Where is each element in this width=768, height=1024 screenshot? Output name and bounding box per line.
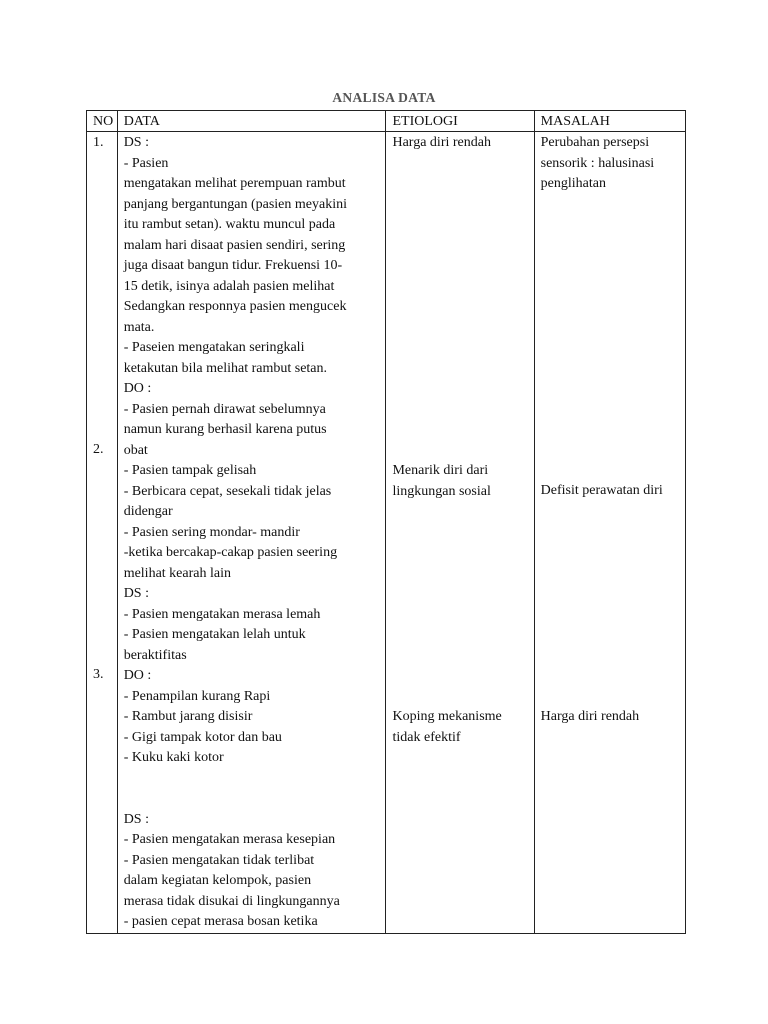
data-line: -ketika bercakap-cakap pasien seering <box>123 545 338 560</box>
data-line: - Pasien pernah dirawat sebelumnya <box>123 401 326 417</box>
data-line: - Pasien mengatakan merasa lemah <box>123 606 321 622</box>
data-line: - Berbicara cepat, sesekali tidak jelas <box>123 483 332 499</box>
etiologi-block-3 <box>392 707 501 748</box>
masalah-block-2 <box>541 481 663 502</box>
data-line: didengar <box>123 504 173 519</box>
analysis-table <box>86 110 686 934</box>
masalah-block-1 <box>541 133 655 195</box>
row-number-2: 2. <box>93 442 104 457</box>
data-line: ketakutan bila melihat rambut setan. <box>123 360 328 376</box>
data-line: - Paseien mengatakan seringkali <box>123 340 305 355</box>
data-line: itu rambut setan). waktu muncul pada <box>123 217 336 232</box>
data-line: 15 detik, isinya adalah pasien melihat <box>123 278 335 294</box>
data-line: - Pasien mengatakan lelah untuk <box>123 627 306 642</box>
masalah-line: penglihatan <box>540 176 606 191</box>
etiologi-line: Koping mekanisme <box>392 709 502 724</box>
etiologi-line: Menarik diri dari <box>392 463 489 478</box>
row-number-1: 1. <box>93 135 104 150</box>
header-etiologi: ETIOLOGI <box>386 111 534 132</box>
etiologi-line: lingkungan sosial <box>392 483 491 499</box>
data-line: - Gigi tampak kotor dan bau <box>123 729 282 745</box>
data-line: DO : <box>123 381 152 396</box>
etiologi-line: tidak efektif <box>392 729 461 745</box>
header-no: NO <box>87 111 118 132</box>
masalah-line: Perubahan persepsi <box>540 135 650 150</box>
masalah-line: sensorik : halusinasi <box>540 155 655 171</box>
data-line: Sedangkan responnya pasien mengucek <box>123 299 347 314</box>
data-line: - Penampilan kurang Rapi <box>123 688 271 704</box>
etiologi-line: Harga diri rendah <box>392 135 491 150</box>
data-line: melihat kearah lain <box>123 565 231 581</box>
data-line: mata. <box>123 319 155 335</box>
data-line: merasa tidak disukai di lingkungannya <box>123 893 340 909</box>
masalah-line: Harga diri rendah <box>540 709 640 724</box>
data-line: beraktifitas <box>123 647 187 663</box>
data-line: - Pasien tampak gelisah <box>123 463 257 478</box>
data-line: panjang bergantungan (pasien meyakini <box>123 196 347 212</box>
table-row <box>87 132 686 934</box>
header-data: DATA <box>117 111 386 132</box>
data-line <box>124 789 386 810</box>
data-line: DS : <box>123 135 149 150</box>
table-header-row <box>87 111 686 132</box>
data-line: mengatakan melihat perempuan rambut <box>123 176 346 191</box>
etiologi-block-1 <box>392 133 490 154</box>
data-line: DS : <box>123 586 149 601</box>
etiologi-cell <box>386 132 534 934</box>
row-number-3: 3. <box>93 667 104 682</box>
data-line: DS : <box>123 811 149 827</box>
data-line: - Pasien mengatakan tidak terlibat <box>123 852 315 868</box>
data-line: DO : <box>123 668 152 683</box>
data-line: - Kuku kaki kotor <box>123 750 224 765</box>
etiologi-block-2 <box>392 461 490 502</box>
data-line: namun kurang berhasil karena putus <box>123 422 327 437</box>
data-line: - Rambut jarang disisir <box>123 709 253 724</box>
data-line: malam hari disaat pasien sendiri, sering <box>123 237 346 253</box>
no-cell <box>87 132 118 934</box>
data-line: - pasien cepat merasa bosan ketika <box>123 914 318 929</box>
data-line: - Pasien mengatakan merasa kesepian <box>123 832 336 847</box>
masalah-line: Defisit perawatan diri <box>540 483 663 498</box>
header-masalah: MASALAH <box>534 111 685 132</box>
data-line: dalam kegiatan kelompok, pasien <box>123 873 312 888</box>
data-cell <box>117 132 386 934</box>
masalah-block-3 <box>541 707 639 728</box>
data-line: juga disaat bangun tidur. Frekuensi 10- <box>123 258 343 273</box>
data-line <box>124 769 386 790</box>
page-title: ANALISA DATA <box>332 90 436 105</box>
data-line: obat <box>123 442 148 458</box>
data-line: - Pasien <box>123 155 169 171</box>
data-line: - Pasien sering mondar- mandir <box>123 524 300 540</box>
masalah-cell <box>534 132 685 934</box>
